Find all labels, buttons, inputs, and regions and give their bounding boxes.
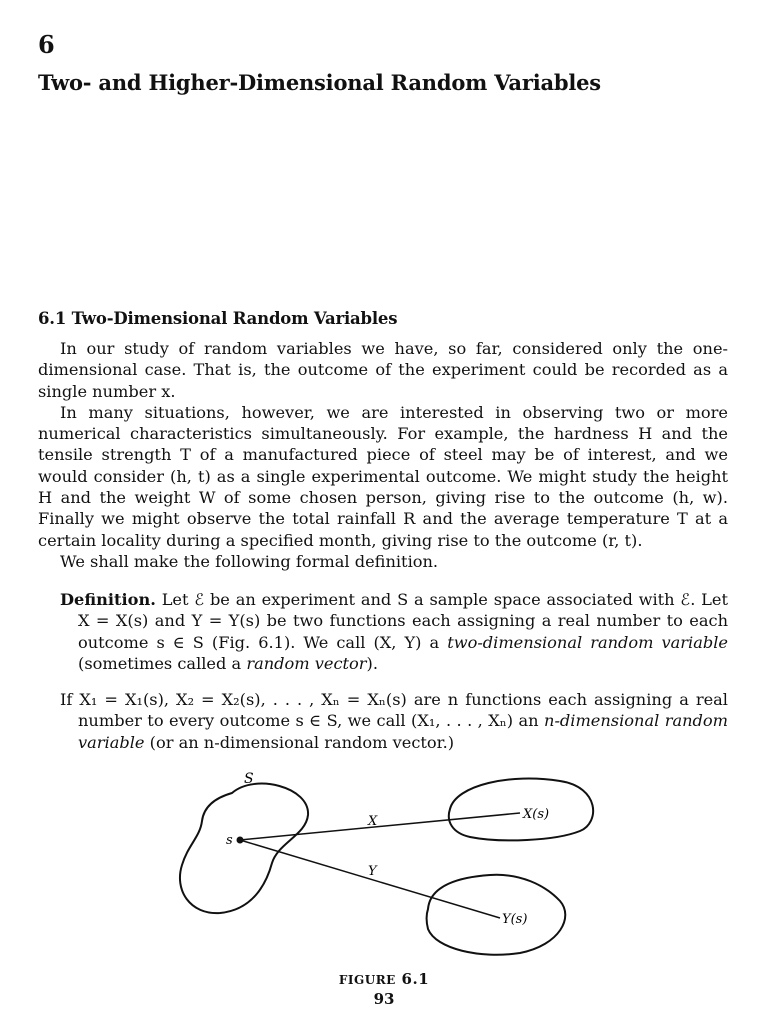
- chapter-title: Two- and Higher-Dimensional Random Variables: [38, 70, 601, 95]
- n-dimensional-term: n-dimensional random variable: [78, 711, 728, 752]
- chapter-number: 6: [38, 30, 55, 59]
- definition-part: ).: [366, 653, 378, 673]
- paragraph: In many situations, however, we are interested in observing two or more numerical characteristics simultaneously. For example, the hardness H and the tensile strength T of a manufactured piece of steel may be of interest, and we would consider (h, t) as a single experimental outcome. We might study the height H and the weight W of some chosen person, giving rise to the outcome (h, w). Finally we might observe the total rainfall R and the average temperature T at a certain locality during a specified month, giving rise to the outcome (r, t).: [38, 402, 728, 550]
- figure-6-1: [160, 765, 620, 965]
- n-dimensional-part: (or an n-dimensional random vector.): [144, 732, 455, 752]
- image-y-label: Y(s): [502, 912, 528, 927]
- outcome-point: [237, 837, 244, 844]
- point-label: s: [226, 833, 233, 848]
- n-dimensional-text: [60, 689, 728, 753]
- image-x-label: X(s): [523, 807, 550, 822]
- figure-caption: [0, 970, 768, 988]
- paragraph: We shall make the following formal definition.: [60, 551, 439, 571]
- page-number: 93: [373, 990, 395, 1008]
- figure-caption-number: 6.1: [401, 970, 430, 988]
- body-text: [38, 338, 728, 572]
- definition-label: Definition.: [60, 590, 156, 609]
- paragraph: In our study of random variables we have, so far, considered only the one-dimensional case. That is, the outcome of the experiment could be recorded as a single number x.: [38, 339, 728, 401]
- sample-space-blob: [180, 784, 308, 914]
- arrow-x-label: X: [368, 814, 378, 829]
- y-range-blob: [427, 875, 566, 955]
- n-dimensional-part: If X₁ = X₁(s), X₂ = X₂(s), . . . , Xₙ = Xₙ(s) are n functions each assigning a real number to every outcome s ∈ S, we call (X₁, . . . , Xₙ) an: [60, 690, 728, 731]
- arrow-y-label: Y: [368, 864, 377, 879]
- definition-text: [60, 589, 728, 674]
- x-mapping-line: [240, 813, 520, 840]
- set-label: S: [244, 771, 254, 787]
- mapping-diagram: [160, 765, 620, 965]
- definition-part: Let ℰ be an experiment and S a sample space associated with ℰ. Let X = X(s) and Y = Y(s) be two functions each assigning a real number to each outcome s ∈ S (Fig. 6.1). We call (X, Y) a: [78, 590, 729, 652]
- n-dimensional-block: [60, 689, 728, 753]
- section-heading: 6.1 Two-Dimensional Random Variables: [38, 309, 398, 328]
- definition-term: two-dimensional random variable: [447, 632, 728, 652]
- definition-part: (sometimes called a: [78, 653, 247, 673]
- figure-caption-word: FIGURE: [338, 973, 396, 987]
- x-range-blob: [449, 779, 593, 841]
- definition-block: [60, 589, 728, 674]
- definition-term: random vector: [246, 653, 367, 673]
